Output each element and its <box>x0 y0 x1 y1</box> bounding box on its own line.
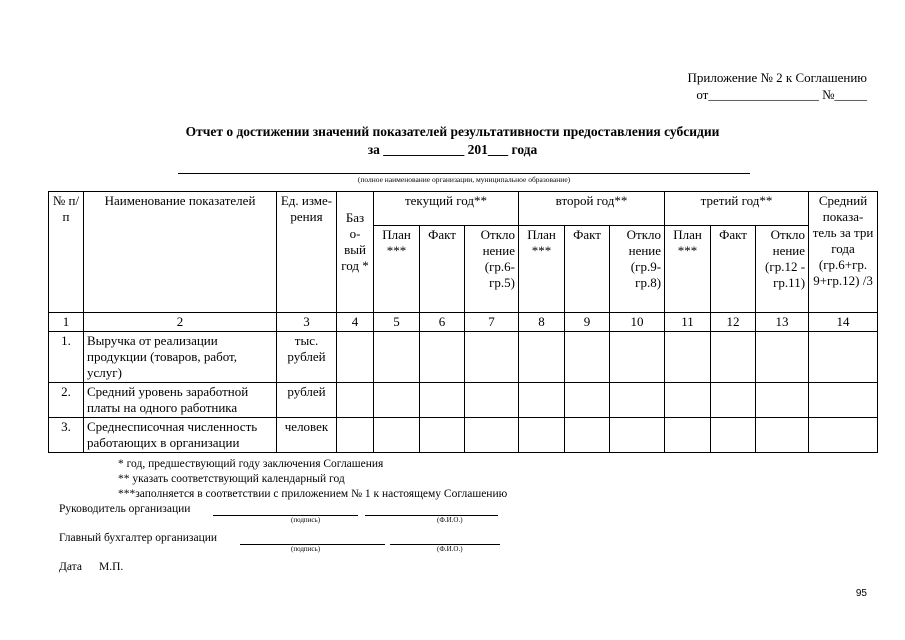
accountant-fio-line <box>390 532 500 545</box>
header-fact-current: Факт <box>420 226 465 313</box>
column-number-row <box>49 313 878 332</box>
organization-name-caption: (полное наименование организации, муниципальное образование) <box>357 175 571 184</box>
column-number: 7 <box>465 313 519 332</box>
header-fact-second: Факт <box>565 226 610 313</box>
value-cell <box>610 418 665 453</box>
column-number: 4 <box>337 313 374 332</box>
header-deviation-current: Откло нение (гр.6- гр.5) <box>465 226 519 313</box>
value-cell <box>519 383 565 418</box>
value-cell <box>711 418 756 453</box>
footnote-3: ***заполняется в соответствии с приложением № 1 к настоящему Соглашению <box>118 488 508 500</box>
accountant-fio-caption: (Ф.И.О.) <box>437 545 463 553</box>
report-title-line2: за ____________ 201___ года <box>367 142 538 157</box>
value-cell <box>610 332 665 383</box>
table-header-row-1 <box>49 192 878 226</box>
value-cell <box>420 332 465 383</box>
table-row <box>49 383 878 418</box>
header-name: Наименование показателей <box>84 192 277 313</box>
date-label: Дата <box>59 561 82 573</box>
footnote-2: ** указать соответствующий календарный год <box>118 473 345 485</box>
value-cell <box>337 332 374 383</box>
value-cell <box>337 418 374 453</box>
value-cell <box>809 332 878 383</box>
footnote-1: * год, предшествующий году заключения Соглашения <box>118 458 384 470</box>
value-cell <box>711 383 756 418</box>
header-num: № п/п <box>49 192 84 313</box>
header-third-year: третий год** <box>665 192 809 226</box>
head-signature-line <box>213 503 358 516</box>
organization-name-line <box>178 157 750 174</box>
column-number: 9 <box>565 313 610 332</box>
indicator-name: Выручка от реализации продукции (товаров, работ, услуг) <box>84 332 277 383</box>
appendix-label: Приложение № 2 к Соглашению <box>687 70 867 85</box>
header-current-year: текущий год** <box>374 192 519 226</box>
value-cell <box>374 383 420 418</box>
unit-cell: тыс. рублей <box>277 332 337 383</box>
head-signature-label: Руководитель организации <box>59 503 191 515</box>
value-cell <box>565 383 610 418</box>
accountant-signature-label: Главный бухгалтер организации <box>59 532 218 544</box>
value-cell <box>809 418 878 453</box>
report-title <box>0 123 905 159</box>
value-cell <box>665 383 711 418</box>
unit-cell: человек <box>277 418 337 453</box>
head-signature-caption: (подпись) <box>291 516 321 524</box>
header-second-year: второй год** <box>519 192 665 226</box>
column-number: 3 <box>277 313 337 332</box>
value-cell <box>756 383 809 418</box>
indicator-name: Среднесписочная численность работающих в организации <box>84 418 277 453</box>
value-cell <box>374 332 420 383</box>
column-number: 5 <box>374 313 420 332</box>
header-average: Средний показа- тель за три года (гр.6+гр. 9+гр.12) /3 <box>809 192 878 313</box>
table-row <box>49 332 878 383</box>
value-cell <box>465 332 519 383</box>
header-fact-third: Факт <box>711 226 756 313</box>
accountant-signature-caption: (подпись) <box>291 545 321 553</box>
report-title-line1: Отчет о достижении значений показателей результативности предоставления субсидии <box>185 124 720 139</box>
row-number: 1. <box>49 332 84 383</box>
head-fio-line <box>365 503 498 516</box>
value-cell <box>565 418 610 453</box>
indicator-name: Средний уровень заработной платы на одного работника <box>84 383 277 418</box>
header-plan-current: План *** <box>374 226 420 313</box>
column-number: 14 <box>809 313 878 332</box>
stamp-label: М.П. <box>99 561 124 573</box>
agreement-date-number-line: от_________________ №_____ <box>696 87 867 102</box>
value-cell <box>519 332 565 383</box>
value-cell <box>665 418 711 453</box>
column-number: 6 <box>420 313 465 332</box>
table-row <box>49 418 878 453</box>
row-number: 2. <box>49 383 84 418</box>
value-cell <box>711 332 756 383</box>
header-deviation-second: Откло нение (гр.9- гр.8) <box>610 226 665 313</box>
header-plan-second: План *** <box>519 226 565 313</box>
page-number: 95 <box>855 588 867 599</box>
accountant-signature-line <box>240 532 385 545</box>
unit-cell: рублей <box>277 383 337 418</box>
column-number: 10 <box>610 313 665 332</box>
header-base-year: Баз о- вый год * <box>337 192 374 313</box>
value-cell <box>465 383 519 418</box>
value-cell <box>519 418 565 453</box>
header-plan-third: План *** <box>665 226 711 313</box>
column-number: 8 <box>519 313 565 332</box>
value-cell <box>465 418 519 453</box>
value-cell <box>756 332 809 383</box>
value-cell <box>756 418 809 453</box>
column-number: 2 <box>84 313 277 332</box>
value-cell <box>374 418 420 453</box>
column-number: 12 <box>711 313 756 332</box>
head-fio-caption: (Ф.И.О.) <box>437 516 463 524</box>
header-unit: Ед. изме- рения <box>277 192 337 313</box>
report-table <box>48 191 878 453</box>
value-cell <box>337 383 374 418</box>
value-cell <box>420 383 465 418</box>
column-number: 1 <box>49 313 84 332</box>
column-number: 11 <box>665 313 711 332</box>
value-cell <box>420 418 465 453</box>
header-deviation-third: Откло нение (гр.12 - гр.11) <box>756 226 809 313</box>
value-cell <box>809 383 878 418</box>
row-number: 3. <box>49 418 84 453</box>
column-number: 13 <box>756 313 809 332</box>
value-cell <box>665 332 711 383</box>
value-cell <box>610 383 665 418</box>
value-cell <box>565 332 610 383</box>
